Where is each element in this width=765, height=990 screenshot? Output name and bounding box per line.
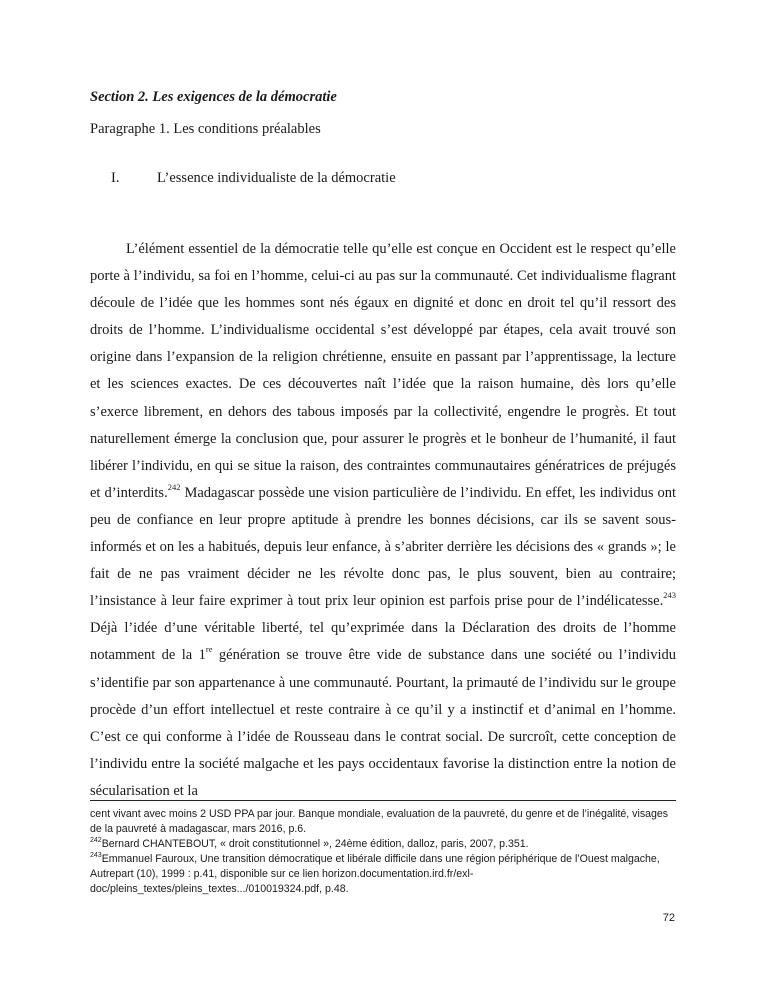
- footnote-243: [90, 852, 676, 897]
- footnote-ref-242: 242: [167, 481, 181, 492]
- footnote-text: Emmanuel Fauroux, Une transition démocratique et libérale difficile dans une région périphérique de l’Ouest malgache, Autrepart (10), 1999 : p.41, disponible sur ce lien horizon.documentation.ird.fr/exl-doc/pleins_textes/pleins_textes.../010019324.pdf, p.48.: [90, 853, 660, 895]
- ordinal-superscript: re: [205, 644, 213, 655]
- footnotes: [90, 807, 676, 897]
- footnote-continuation: cent vivant avec moins 2 USD PPA par jour. Banque mondiale, evaluation de la pauvreté, du genre et de l’inégalité, visages de la pauvreté à madagascar, mars 2016, p.6.: [90, 808, 669, 835]
- body-paragraph: [90, 236, 676, 805]
- footnote-divider: [90, 800, 676, 801]
- footnote-242: [90, 837, 676, 852]
- paragraph-title: Paragraphe 1. Les conditions préalables: [90, 121, 321, 137]
- body-text-part-1: L’élément essentiel de la démocratie telle qu’elle est conçue en Occident est le respect qu’elle porte à l’individu, sa foi en l’homme, celui-ci au pas sur la communauté. Cet individualisme flagrant découle de l’idée que les hommes sont nés égaux en dignité et donc en droit tel qu’il ressort des droits de l’homme. L’individualisme occidental s’est développé par étapes, cela avait trouvé son origine dans l’expansion de la religion chrétienne, ensuite en passant par l’apprentissage, la lecture et les sciences exactes. De ces découvertes naît l’idée que la raison humaine, dès lors qu’elle s’exerce librement, en dehors des tabous imposés par la collectivité, engendre le progrès. Et tout naturellement émerge la conclusion que, pour assurer le progrès et le bonheur de l’humanité, il faut libérer l’individu, en qui se situe la raison, des contraintes communautaires génératrices de préjugés et d’interdits.: [90, 241, 676, 501]
- body-text-part-4: génération se trouve être vide de substance dans une société ou l’individu s’identifie par son appartenance à une communauté. Pourtant, la primauté de l’individu sur le groupe procède d’un effort intellectuel et reste contraire à ce qu’il y a instinctif et d’animal en l’homme. C’est ce qui conforme à l’idée de Rousseau dans le contrat social. De surcroît, cette conception de l’individu entre la société malgache et les pays occidentaux favorise la distinction entre la notion de sécularisation et la: [90, 647, 677, 799]
- body-text-part-3: Déjà l’idée d’une véritable liberté, tel qu’exprimée dans la Déclaration des droits de l’homme notamment de la 1: [90, 620, 676, 664]
- page-number: 72: [662, 912, 675, 924]
- body-text-part-2: Madagascar possède une vision particulière de l’individu. En effet, les individus ont peu de confiance en leur propre aptitude à prendre les bonnes décisions, car ils se savent sous-informés et on les a habitués, depuis leur enfance, à s’abriter derrière les décisions des « grands »; le fait de ne pas vraiment décider ne les révolte donc pas, le plus souvent, bien au contraire; l’insistance à leur faire exprimer à tout prix leur opinion est parfois prise pour de l’indélicatesse.: [90, 484, 676, 610]
- section-title: Section 2. Les exigences de la démocratie: [90, 89, 337, 105]
- subheading-number: I.: [111, 170, 120, 186]
- footnote-number: 243: [90, 852, 102, 859]
- footnote-text: Bernard CHANTEBOUT, « droit constitutionnel », 24ème édition, dalloz, paris, 2007, p.351.: [101, 838, 529, 850]
- subheading: [111, 170, 396, 187]
- subheading-title: L’essence individualiste de la démocratie: [157, 170, 396, 186]
- footnote-ref-243: 243: [663, 590, 676, 601]
- footnote-number: 242: [90, 837, 102, 844]
